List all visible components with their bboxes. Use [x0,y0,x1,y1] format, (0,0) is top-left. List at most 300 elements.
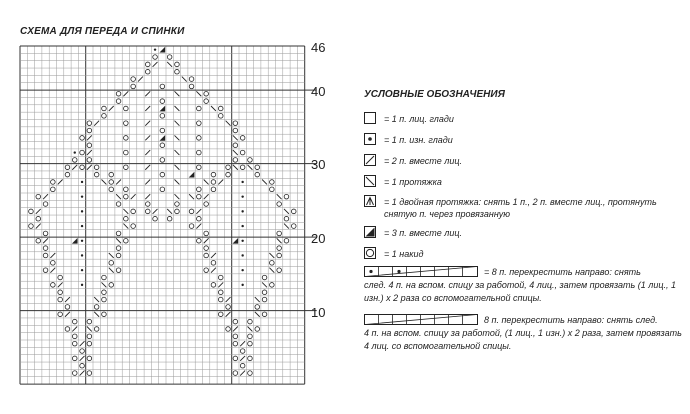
yarn-over-mark [160,158,165,163]
yarn-over-mark [43,268,48,273]
yarn-over-mark [58,290,63,295]
cable-right-text-rest: след. 4 п. на вспом. спицу за работой, 4 лиц., затем провязать (1 лиц., 1 изн.) х 2 раза со вспомогательной спицы. [364,280,677,303]
yarn-over-mark [240,165,245,170]
yarn-over-mark [160,187,165,192]
ssk-mark [94,297,99,302]
k2tog-mark [36,224,41,229]
ssk-mark [196,91,201,96]
k2tog-mark [226,297,231,302]
k2tog-mark [43,194,48,199]
yarn-over-mark [226,172,231,177]
k2tog-mark [211,268,216,273]
yarn-over-mark [240,363,245,368]
k2tog-mark [218,282,223,287]
yarn-over-mark [277,253,282,258]
yarn-over-mark [277,202,282,207]
ssk-mark [109,268,114,273]
yarn-over-mark [218,114,223,119]
k2tog-mark [240,371,245,376]
purl-mark [81,240,83,242]
k3tog-mark [72,238,78,244]
yarn-over-mark [109,172,114,177]
yarn-over-mark [211,180,216,185]
purl-mark [241,284,243,286]
yarn-over-mark [255,305,260,310]
ssk-mark [262,282,267,287]
yarn-over-mark [270,261,275,266]
yarn-over-mark [204,268,209,273]
k2tog-mark [196,209,201,214]
yarn-over-mark [87,128,92,133]
yarn-over-mark [160,143,165,148]
circle-square-icon [364,247,376,259]
legend-item-cable-right [364,266,684,310]
yarn-over-mark [175,202,180,207]
yarn-over-mark [233,356,238,361]
yarn-over-mark [43,202,48,207]
yarn-over-mark [87,143,92,148]
k3tog-mark [160,47,166,53]
yarn-over-mark [65,165,70,170]
yarn-over-mark [153,55,158,60]
yarn-over-mark [102,290,107,295]
chart-symbols [29,47,296,376]
k2tog-mark [196,224,201,229]
ssk-mark [284,224,289,229]
yarn-over-mark [124,194,129,199]
yarn-over-mark [94,165,99,170]
yarn-over-mark [145,202,150,207]
yarn-over-mark [116,91,121,96]
yarn-over-mark [197,165,202,170]
yarn-over-mark [102,275,107,280]
yarn-over-mark [160,128,165,133]
k2tog-mark [138,77,143,82]
yarn-over-mark [240,136,245,141]
yarn-over-mark [80,165,85,170]
k2tog-mark [211,253,216,258]
triangle-square-icon [364,195,376,207]
yarn-over-mark [204,231,209,236]
k2tog-mark [226,312,231,317]
chart-title: СХЕМА ДЛЯ ПЕРЕДА И СПИНКИ [20,26,185,37]
ssk-mark [167,62,172,67]
yarn-over-mark [116,99,121,104]
yarn-over-mark [233,128,238,133]
yarn-over-mark [226,165,231,170]
ssk-mark [226,121,231,126]
yarn-over-mark [87,371,92,376]
yarn-over-mark [189,224,194,229]
yarn-over-mark [87,121,92,126]
ssk-mark [123,209,128,214]
yarn-over-mark [80,136,85,141]
k2tog-mark [50,268,55,273]
ssk-mark [123,224,128,229]
ssk-mark [167,209,172,214]
yarn-over-mark [109,261,114,266]
yarn-over-mark [72,371,77,376]
yarn-over-mark [109,283,114,288]
ssk-mark [248,327,253,332]
purl-mark [241,225,243,227]
ssk-mark [255,297,260,302]
yarn-over-mark [233,341,238,346]
row-number-40: 40 [311,84,326,99]
yarn-over-mark [204,99,209,104]
ssk-mark [175,106,180,111]
yarn-over-mark [204,202,209,207]
yarn-over-mark [29,209,34,214]
yarn-over-mark [248,371,253,376]
yarn-over-mark [262,297,267,302]
yarn-over-mark [175,69,180,74]
purl-mark [241,181,243,183]
yarn-over-mark [175,209,180,214]
yarn-over-mark [94,327,99,332]
yarn-over-mark [197,136,202,141]
yarn-over-mark [36,194,41,199]
k3tog-mark [160,106,166,112]
ssk-mark [175,91,180,96]
yarn-over-mark [51,187,56,192]
ssk-mark [277,238,282,243]
k2tog-mark [123,91,128,96]
yarn-over-mark [102,297,107,302]
ssk-mark [262,180,267,185]
yarn-over-mark [211,172,216,177]
k2tog-mark [240,341,245,346]
yarn-over-mark [65,172,70,177]
purl-mark [241,254,243,256]
yarn-over-mark [262,312,267,317]
row-number-46: 46 [311,40,326,55]
yarn-over-mark [248,356,253,361]
yarn-over-mark [131,84,136,89]
yarn-over-mark [197,187,202,192]
k2tog-mark [218,180,223,185]
yarn-over-mark [233,371,238,376]
yarn-over-mark [226,305,231,310]
yarn-over-mark [72,356,77,361]
yarn-over-mark [124,238,129,243]
yarn-over-mark [204,253,209,258]
yarn-over-mark [131,209,136,214]
ssk-mark [102,282,107,287]
k2tog-mark [145,106,150,111]
purl-mark [81,210,83,212]
yarn-over-mark [197,121,202,126]
cable-left-icon [364,314,478,325]
yarn-over-mark [65,305,70,310]
purl-mark [81,269,83,271]
k2tog-mark [80,371,85,376]
k2tog-mark [43,238,48,243]
yarn-over-mark [102,114,107,119]
yarn-over-mark [145,69,150,74]
yarn-over-mark [248,341,253,346]
row-number-20: 20 [311,231,326,246]
yarn-over-mark [65,327,70,332]
ssk-mark [255,312,260,317]
yarn-over-mark [124,216,129,221]
yarn-over-mark [189,209,194,214]
ssk-mark [94,312,99,317]
yarn-over-mark [167,216,172,221]
purl-mark [241,240,243,242]
yarn-over-mark [58,312,63,317]
yarn-over-mark [51,261,56,266]
yarn-over-mark [277,231,282,236]
k2tog-mark [65,312,70,317]
ssk-mark [189,194,194,199]
ssk-mark [269,268,274,273]
k3tog-mark [189,172,195,178]
k2tog-mark [145,91,150,96]
yarn-over-mark [109,180,114,185]
yarn-over-mark [72,341,77,346]
yarn-over-mark [233,319,238,324]
yarn-over-mark [160,84,165,89]
legend-text: = 2 п. вместе лиц. [384,156,463,166]
k2tog-mark [204,238,209,243]
purl-mark [241,195,243,197]
yarn-over-mark [102,106,107,111]
cable-right-icon [364,266,478,277]
k2tog-mark [72,327,77,332]
yarn-over-mark [218,290,223,295]
purl-mark [81,195,83,197]
purl-mark [154,48,156,50]
yarn-over-mark [124,121,129,126]
yarn-over-mark [145,209,150,214]
purl-mark [81,181,83,183]
yarn-over-mark [160,114,165,119]
yarn-over-mark [284,238,289,243]
legend-text: = 1 двойная протяжка: снять 1 п., 2 п. вместе лиц., протянуть снятую п. через провязанную [384,197,657,219]
yarn-over-mark [277,268,282,273]
yarn-over-mark [124,165,129,170]
yarn-over-mark [175,62,180,67]
yarn-over-mark [160,172,165,177]
yarn-over-mark [109,187,114,192]
yarn-over-mark [270,187,275,192]
k2tog-mark [87,150,92,155]
k2tog-mark [80,356,85,361]
yarn-over-mark [167,55,172,60]
yarn-over-mark [226,327,231,332]
yarn-over-mark [262,275,267,280]
ssk-mark [109,253,114,258]
yarn-over-mark [284,194,289,199]
ssk-mark [175,180,180,185]
k2tog-mark [36,209,41,214]
purl-mark [241,210,243,212]
k2tog-mark [109,106,114,111]
yarn-over-mark [277,246,282,251]
k2tog-mark [145,180,150,185]
yarn-over-mark [197,150,202,155]
ssk-mark [269,253,274,258]
yarn-over-mark [197,216,202,221]
yarn-over-mark [124,150,129,155]
k3tog-mark [233,238,239,244]
yarn-over-mark [72,158,77,163]
k2tog-mark [145,121,150,126]
yarn-over-mark [248,334,253,339]
ssk-mark [233,150,238,155]
k2tog-mark [233,327,238,332]
ssk-mark [277,194,282,199]
yarn-over-mark [43,231,48,236]
legend-text: = 1 протяжка [384,177,442,187]
ssk-mark [102,180,107,185]
legend-text: = 3 п. вместе лиц. [384,228,463,238]
yarn-over-mark [131,224,136,229]
yarn-over-mark [43,253,48,258]
filled-triangle-square-icon [364,226,376,238]
yarn-over-mark [189,84,194,89]
yarn-over-mark [248,319,253,324]
yarn-over-mark [197,194,202,199]
empty-square-icon [364,112,376,124]
k2tog-mark [145,165,150,170]
yarn-over-mark [116,202,121,207]
k2tog-mark [204,194,209,199]
k2tog-mark [72,165,77,170]
k2tog-mark [145,135,150,140]
yarn-over-mark [87,334,92,339]
yarn-over-mark [204,246,209,251]
legend-text: = 1 п. изн. глади [384,135,453,145]
yarn-over-mark [291,209,296,214]
yarn-over-mark [233,158,238,163]
yarn-over-mark [218,312,223,317]
yarn-over-mark [94,305,99,310]
yarn-over-mark [255,327,260,332]
yarn-over-mark [255,165,260,170]
k2tog-mark [50,253,55,258]
yarn-over-mark [218,275,223,280]
row-number-30: 30 [311,157,326,172]
yarn-over-mark [218,297,223,302]
chart-grid [20,46,317,384]
yarn-over-mark [87,319,92,324]
ssk-mark [248,165,253,170]
k2tog-mark [58,282,63,287]
k2tog-mark [58,180,63,185]
k2tog-mark [116,180,121,185]
purl-mark [81,254,83,256]
ssk-mark [175,150,180,155]
yarn-over-mark [36,238,41,243]
ssk-mark [175,194,180,199]
purl-mark [74,151,76,153]
ssk-mark [182,77,187,82]
yarn-over-mark [51,283,56,288]
yarn-over-mark [124,106,129,111]
ssk-mark [175,121,180,126]
yarn-over-mark [72,334,77,339]
ssk-mark [175,135,180,140]
yarn-over-mark [58,297,63,302]
yarn-over-mark [124,136,129,141]
k3tog-mark [160,135,166,141]
yarn-over-mark [80,349,85,354]
yarn-over-mark [211,187,216,192]
yarn-over-mark [248,158,253,163]
yarn-over-mark [270,180,275,185]
yarn-over-mark [211,283,216,288]
legend-text: = 1 п. лиц. глади [384,114,454,124]
yarn-over-mark [160,99,165,104]
backslash-square-icon [364,175,376,187]
cable-right-text-line1: = 8 п. перекрестить направо: снять [484,267,641,277]
legend-item-cable-left [364,314,684,358]
yarn-over-mark [87,341,92,346]
ssk-mark [204,180,209,185]
ssk-mark [116,238,121,243]
yarn-over-mark [255,172,260,177]
yarn-over-mark [197,106,202,111]
ssk-mark [87,327,92,332]
purl-mark [81,284,83,286]
yarn-over-mark [72,319,77,324]
k2tog-mark [153,209,158,214]
yarn-over-mark [197,238,202,243]
yarn-over-mark [233,121,238,126]
k2tog-mark [65,297,70,302]
k2tog-mark [80,341,85,346]
yarn-over-mark [116,268,121,273]
yarn-over-mark [80,363,85,368]
k2tog-mark [131,194,136,199]
legend-title: УСЛОВНЫЕ ОБОЗНАЧЕНИЯ [364,89,505,100]
k2tog-mark [240,356,245,361]
yarn-over-mark [262,290,267,295]
yarn-over-mark [94,172,99,177]
yarn-over-mark [189,77,194,82]
slash-square-icon [364,154,376,166]
ssk-mark [284,209,289,214]
yarn-over-mark [58,275,63,280]
yarn-over-mark [87,158,92,163]
yarn-over-mark [240,150,245,155]
yarn-over-mark [233,143,238,148]
yarn-over-mark [80,150,85,155]
row-number-10: 10 [311,305,326,320]
yarn-over-mark [43,246,48,251]
k2tog-mark [94,121,99,126]
yarn-over-mark [284,216,289,221]
yarn-over-mark [233,334,238,339]
yarn-over-mark [124,187,129,192]
yarn-over-mark [87,356,92,361]
yarn-over-mark [102,312,107,317]
k2tog-mark [145,150,150,155]
yarn-over-mark [240,349,245,354]
yarn-over-mark [116,246,121,251]
ssk-mark [233,135,238,140]
yarn-over-mark [218,106,223,111]
yarn-over-mark [153,216,158,221]
yarn-over-mark [145,62,150,67]
purl-mark [241,269,243,271]
ssk-mark [175,165,180,170]
yarn-over-mark [204,91,209,96]
cable-left-text-line1: 8 п. перекрестить направо: снять след. [484,315,658,325]
k2tog-mark [87,165,92,170]
